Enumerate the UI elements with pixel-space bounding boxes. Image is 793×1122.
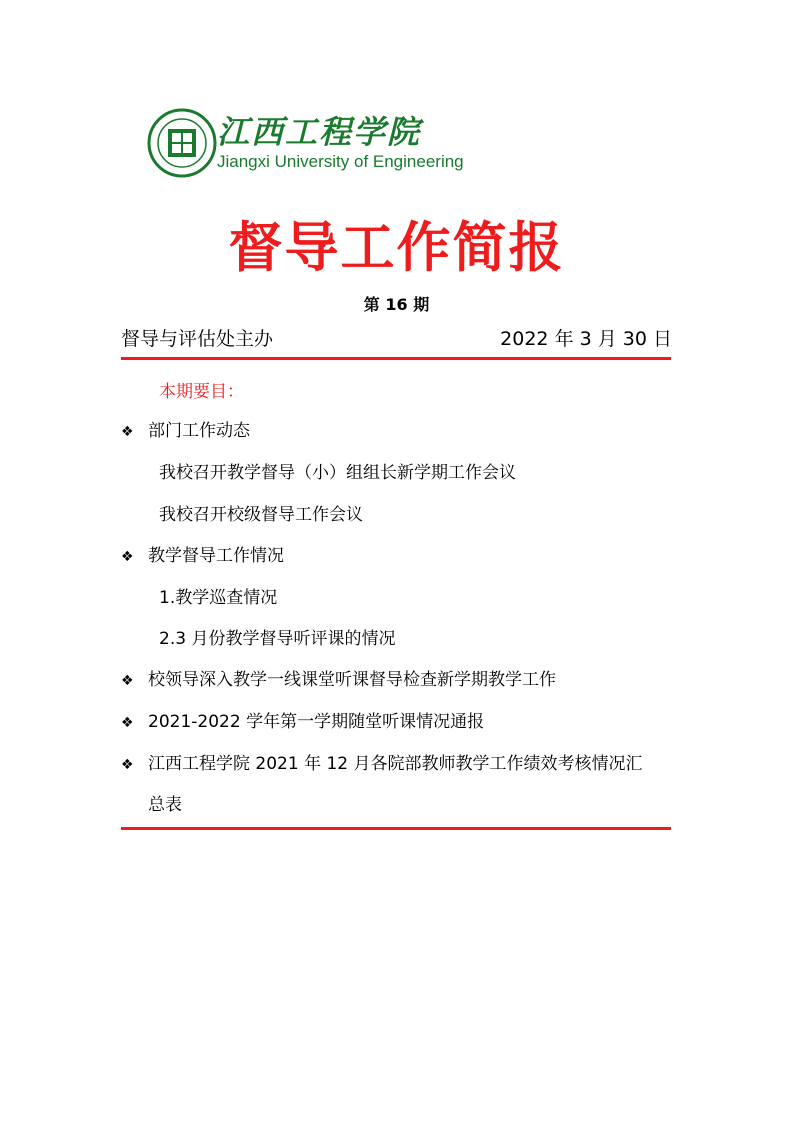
diamond-bullet-icon: ❖ [121,549,134,565]
toc-subitem: 我校召开校级督导工作会议 [159,505,363,525]
toc-heading: 本期要目： [159,382,244,402]
diamond-bullet-icon: ❖ [121,715,134,731]
toc-section [121,749,643,774]
logo-name-en: Jiangxi University of Engineering [217,152,464,171]
section-title-continuation: 总表 [148,795,182,815]
top-divider [121,357,671,360]
bottom-divider [121,827,671,830]
toc-section [121,665,556,690]
organizer: 督导与评估处主办 [121,328,274,350]
toc-section [121,416,250,441]
toc-subitem: 2.3 月份教学督导听评课的情况 [159,629,396,649]
diamond-bullet-icon: ❖ [121,673,134,689]
bulletin-title: 督导工作简报 [228,216,565,279]
diamond-bullet-icon: ❖ [121,757,134,773]
university-logo [147,103,464,183]
section-title: 2021-2022 学年第一学期随堂听课情况通报 [148,712,485,732]
section-title: 部门工作动态 [148,421,250,441]
toc-subitem: 我校召开教学督导（小）组组长新学期工作会议 [159,463,516,483]
toc-section [121,541,284,566]
logo-name-cn: 江西工程学院 [217,113,422,151]
toc-subitem: 1.教学巡查情况 [159,588,278,608]
section-title: 教学督导工作情况 [148,546,284,566]
publish-date: 2022 年 3 月 30 日 [500,328,672,350]
issue-number: 第 16 期 [363,295,430,314]
toc-section [121,707,484,732]
section-title: 江西工程学院 2021 年 12 月各院部教师教学工作绩效考核情况汇 [148,754,643,774]
diamond-bullet-icon: ❖ [121,424,134,440]
university-seal-icon [147,103,217,183]
section-title: 校领导深入教学一线课堂听课督导检查新学期教学工作 [148,670,556,690]
